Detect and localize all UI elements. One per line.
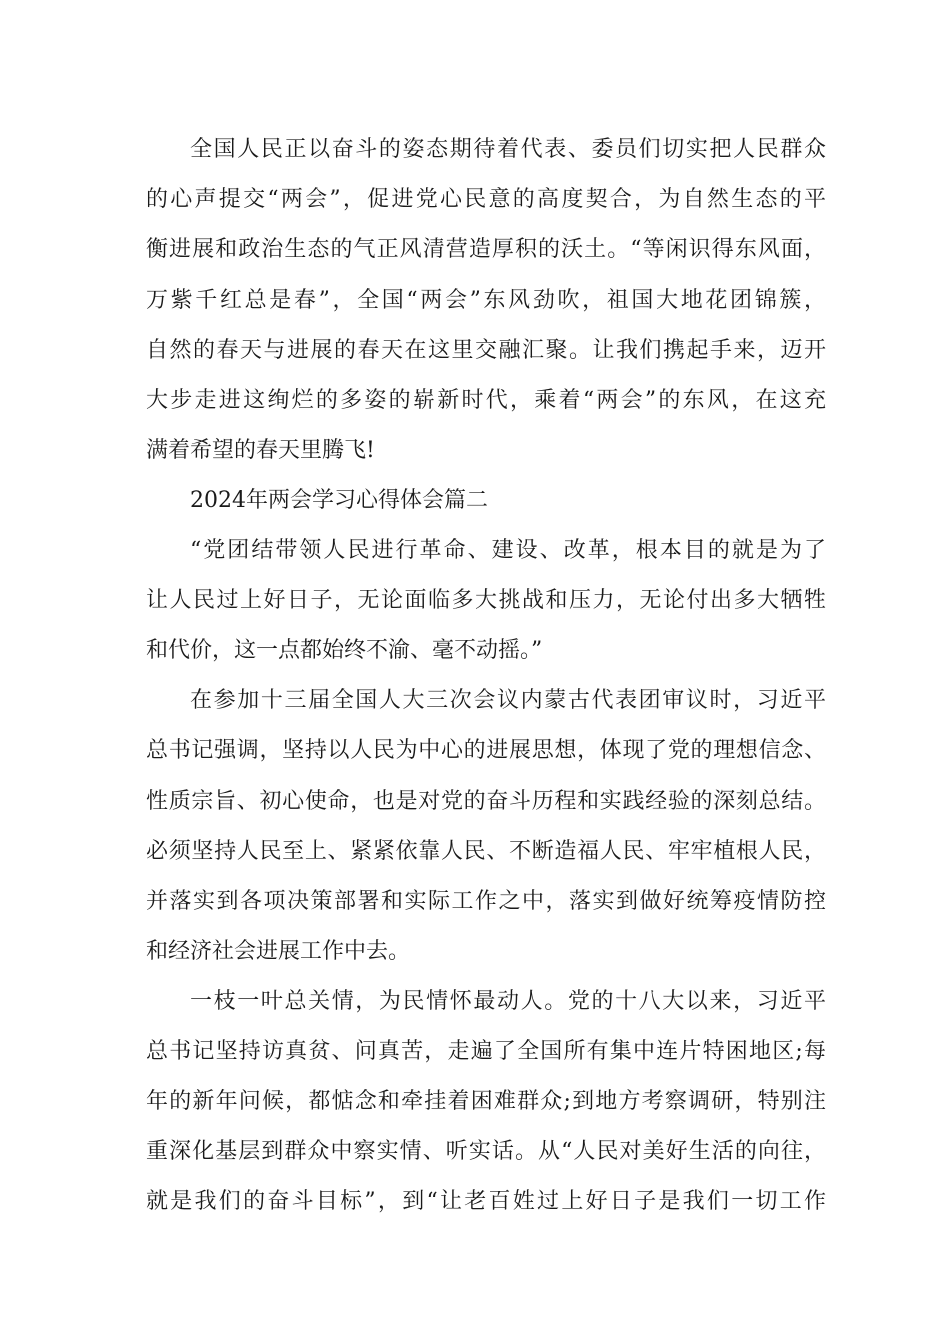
text-line: 和经济社会进展工作中去。: [146, 939, 411, 964]
text-line: 全国人民正以奋斗的姿态期待着代表、委员们切实把人民群众: [190, 137, 826, 162]
text-line: 和代价，这一点都始终不渝、毫不动摇。”: [146, 638, 543, 663]
text-line: 让人民过上好日子，无论面临多大挑战和压力，无论付出多大牺牲: [146, 588, 826, 613]
text-line: 就是我们的奋斗目标”，到“让老百姓过上好日子是我们一切工作: [146, 1189, 826, 1214]
text-line: 必须坚持人民至上、紧紧依靠人民、不断造福人民、牢牢植根人民，: [146, 839, 826, 864]
text-line: 万紫千红总是春”，全国“两会”东风劲吹，祖国大地花团锦簇，: [146, 288, 826, 313]
text-line: 大步走进这绚烂的多姿的崭新时代，乘着“两会”的东风，在这充: [146, 388, 826, 413]
text-line: “党团结带领人民进行革命、建设、改革，根本目的就是为了: [190, 538, 826, 563]
text-line: 总书记强调，坚持以人民为中心的进展思想，体现了党的理想信念、: [146, 738, 826, 763]
section-heading: 2024年两会学习心得体会篇二: [190, 488, 488, 513]
text-line: 一枝一叶总关情，为民情怀最动人。党的十八大以来，习近平: [190, 989, 826, 1014]
text-line: 总书记坚持访真贫、问真苦，走遍了全国所有集中连片特困地区;每: [146, 1039, 826, 1064]
text-line: 并落实到各项决策部署和实际工作之中，落实到做好统筹疫情防控: [146, 889, 826, 914]
text-line: 衡进展和政治生态的气正风清营造厚积的沃土。“等闲识得东风面，: [146, 237, 826, 262]
text-line: 重深化基层到群众中察实情、听实话。从“人民对美好生活的向往，: [146, 1139, 826, 1164]
text-line: 性质宗旨、初心使命，也是对党的奋斗历程和实践经验的深刻总结。: [146, 789, 826, 814]
text-line: 满着希望的春天里腾飞!: [146, 438, 375, 463]
text-line: 年的新年问候，都惦念和牵挂着困难群众;到地方考察调研，特别注: [146, 1089, 826, 1114]
text-line: 在参加十三届全国人大三次会议内蒙古代表团审议时，习近平: [190, 688, 826, 713]
text-line: 自然的春天与进展的春天在这里交融汇聚。让我们携起手来，迈开: [146, 338, 826, 363]
text-line: 的心声提交“两会”，促进党心民意的高度契合，为自然生态的平: [146, 187, 826, 212]
